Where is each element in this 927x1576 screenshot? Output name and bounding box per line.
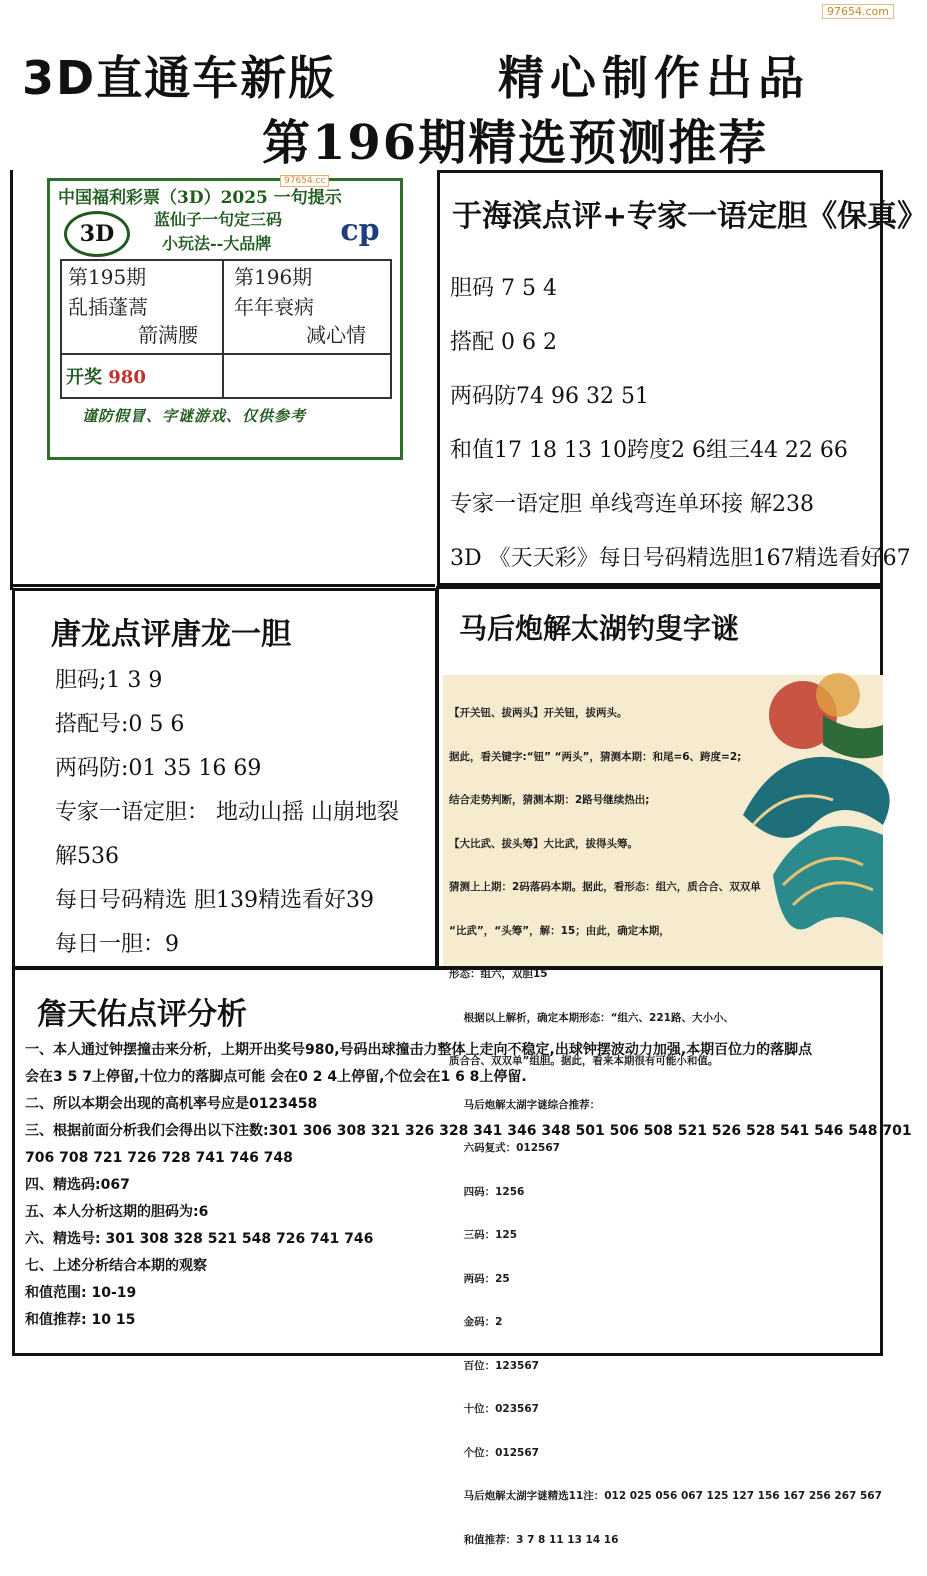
grid-divider (62, 353, 390, 355)
open-result (66, 363, 146, 389)
yu-line: 和值17 18 13 10跨度2 6组三44 22 66 (450, 438, 848, 463)
zhan-line: 二、所以本期会出现的高机率号应是0123458 (25, 1096, 318, 1112)
zhan-line: 会在3 5 7上停留,十位力的落脚点可能 会在0 2 4上停留,个位会在1 6 8上停留. (25, 1069, 527, 1085)
tang-line: 每日号码精选 胆139精选看好39 (55, 888, 374, 913)
tang-line: 胆码;1 3 9 (55, 668, 163, 693)
yu-line: 两码防74 96 32 51 (450, 384, 649, 409)
zhan-panel (12, 966, 912, 1356)
left-border (10, 170, 13, 590)
zhan-line: 五、本人分析这期的胆码为:6 (25, 1204, 209, 1220)
yu-panel (437, 170, 927, 586)
puzzle-line: 【大比武、拔头筹】大比武，拔得头筹。 (449, 837, 638, 850)
grid-divider (222, 261, 224, 397)
zhan-line: 三、根据前面分析我们会得出以下注数:301 306 308 321 326 328 341 346 348 501 506 508 521 526 528 541 546 548 701 (25, 1123, 912, 1139)
zhan-line: 六、精选号: 301 308 328 521 548 726 741 746 (25, 1231, 374, 1247)
tang-line: 每日一胆：9 (55, 932, 179, 957)
card-notice: 谨防假冒、字谜游戏、仅供参考 (82, 407, 307, 425)
puzzle-line: 【开关钮、拔两头】开关钮，拔两头。 (449, 707, 628, 719)
open-label: 开奖 (66, 367, 102, 388)
yu-line: 胆码 7 5 4 (450, 276, 557, 301)
puzzle-line: 三码：125 (449, 1229, 518, 1241)
puzzle-line: 十位：023567 (449, 1403, 539, 1415)
puzzle-line: 根据以上解析，确定本期形态：“组六、221路、大小小、 (449, 1011, 734, 1024)
prev-period: 第195期 (68, 265, 147, 289)
puzzle-line: 质合合、双双单”组胆。据此，看来本期很有可能小和值。 (449, 1055, 719, 1067)
puzzle-line: “比武”，“头筹”，解：15；由此，确定本期， (449, 924, 670, 937)
brand-title: 3D直通车新版 (22, 51, 337, 105)
puzzle-line: 马后炮解太湖字谜精选11注：012 025 056 067 125 127 156 167 256 267 567 (449, 1490, 882, 1502)
zhan-line: 706 708 721 726 728 741 746 748 (25, 1150, 293, 1166)
card-watermark: 97654.cc (280, 175, 329, 187)
tang-panel (12, 588, 438, 970)
open-number: 980 (108, 367, 146, 388)
zhan-line: 七、上述分析结合本期的观察 (25, 1258, 207, 1274)
prev-riddle-line2: 箭满腰 (138, 323, 198, 347)
card-subtitle-1: 蓝仙子一句定三码 (154, 210, 283, 229)
puzzle-image (443, 675, 883, 1546)
yu-line: 3D 《天天彩》每日号码精选胆167精选看好67 (450, 546, 911, 571)
site-watermark: 97654.com (822, 4, 894, 19)
puzzle-line: 马后炮解太湖字谜综合推荐： (449, 1098, 601, 1111)
maker-title: 精心制作出品 (498, 51, 810, 105)
prev-riddle-line1: 乱插蓬蒿 (68, 295, 148, 319)
puzzle-line: 百位：123567 (449, 1359, 539, 1372)
yu-line: 专家一语定胆 单线弯连单环接 解238 (450, 492, 814, 517)
tang-title: 唐龙点评唐龙一胆 (51, 617, 291, 652)
riddle-grid (60, 259, 392, 399)
puzzle-line: 猜测上上期：2码落码本期。据此，看形态：组六，质合合、双双单 (449, 881, 761, 893)
zhan-analysis (25, 1037, 912, 1334)
zhan-line: 四、精选码:067 (25, 1177, 130, 1193)
cur-period: 第196期 (234, 265, 313, 289)
cur-riddle-line1: 年年衰病 (234, 295, 314, 319)
card-subtitle-2: 小玩法--大品牌 (162, 234, 272, 253)
cur-riddle-line2: 减心情 (306, 323, 366, 347)
tang-line: 专家一语定胆： 地动山摇 山崩地裂 (55, 800, 399, 825)
puzzle-line: 个位：012567 (449, 1446, 539, 1459)
puzzle-line: 四码：1256 (449, 1185, 525, 1198)
left-bottom-border (10, 584, 435, 587)
zhan-title: 詹天佑点评分析 (37, 997, 247, 1032)
puzzle-line: 结合走势判断，猜测本期：2路号继续热出; (449, 794, 650, 806)
3d-logo-icon: 3D (64, 211, 130, 257)
puzzle-line: 形态：组六，双胆15 (449, 968, 548, 980)
puzzle-line: 和值推荐：3 7 8 11 13 14 16 (449, 1533, 619, 1546)
zhan-line: 和值范围: 10-19 (25, 1285, 137, 1301)
puzzle-line: 金码：2 (449, 1316, 503, 1328)
lottery-card (47, 178, 403, 460)
puzzle-line: 据此，看关键字:“钮” “两头”，猜测本期：和尾=6、跨度=2; (449, 750, 742, 763)
zhan-line: 一、本人通过钟摆撞击来分析，上期开出奖号980,号码出球撞击力整体上走向不稳定,出球钟摆波动力加强,本期百位力的落脚点 (25, 1042, 813, 1058)
tang-line: 两码防:01 35 16 69 (55, 756, 262, 781)
cp-logo-icon: cp (340, 213, 380, 248)
card-heading: 中国福利彩票（3D）2025 一句提示 (58, 188, 342, 208)
issue-title: 第196期精选预测推荐 (262, 115, 769, 171)
zhan-line: 和值推荐: 10 15 (25, 1312, 136, 1328)
tang-line: 搭配号:0 5 6 (55, 712, 185, 737)
ma-title: 马后炮解太湖钓叟字谜 (459, 612, 740, 645)
puzzle-line: 六码复式：012567 (449, 1142, 560, 1154)
yu-line: 搭配 0 6 2 (450, 330, 557, 355)
puzzle-line: 两码：25 (449, 1272, 510, 1285)
tang-line: 解536 (55, 844, 119, 869)
yu-title: 于海滨点评+专家一语定胆《保真》 (452, 199, 927, 234)
